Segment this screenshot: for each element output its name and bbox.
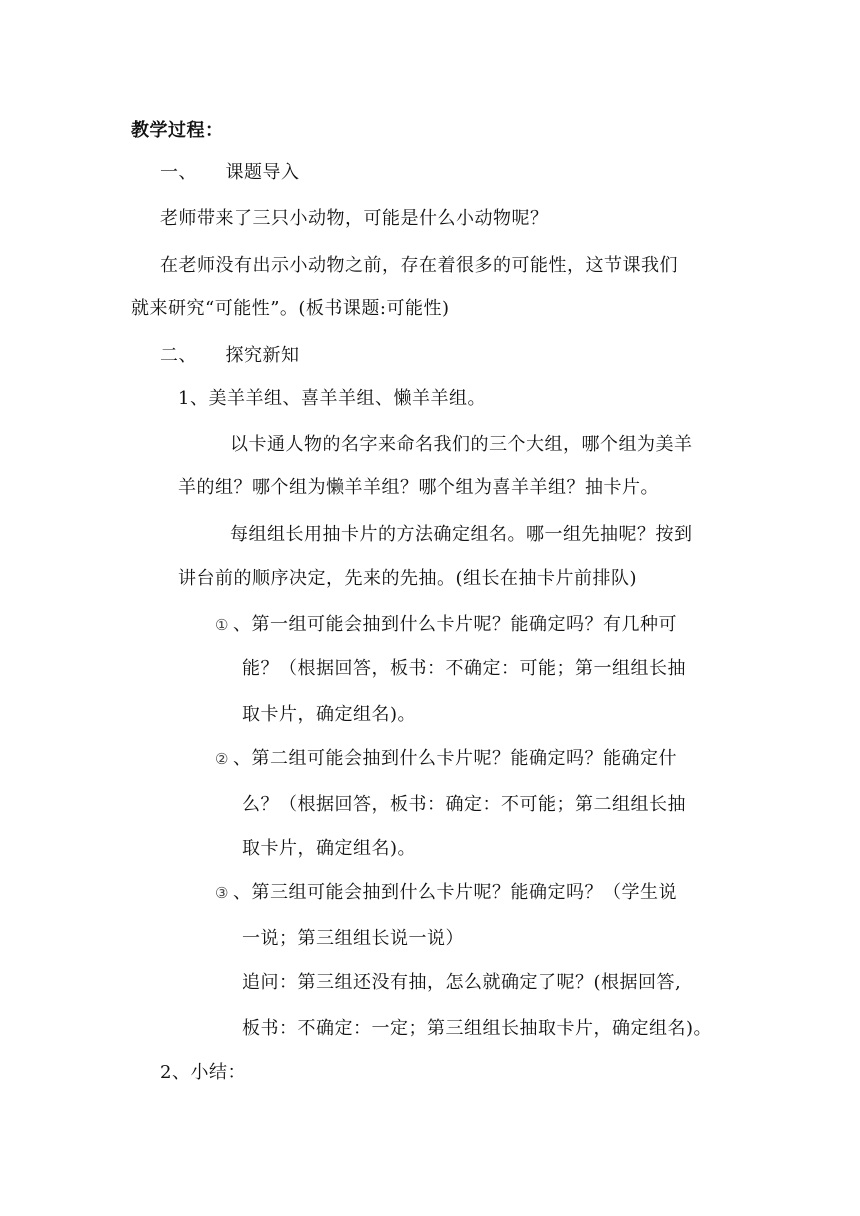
sub-2-line-1-text: 、第二组可能会抽到什么卡片呢？能确定吗？能确定什 [232, 748, 677, 769]
sub-3-line-1-text: 、第三组可能会抽到什么卡片呢？能确定吗？（学生说 [232, 882, 677, 903]
heading: 教学过程： [131, 120, 224, 141]
paragraph-2-line-1: 在老师没有出示小动物之前，存在着很多的可能性，这节课我们 [160, 255, 678, 276]
item-1-para-a-line-1: 以卡通人物的名字来命名我们的三个大组，哪个组为美羊 [230, 434, 693, 455]
section-1-title: 课题导入 [225, 162, 300, 183]
item-1-para-b-line-2: 讲台前的顺序决定，先来的先抽。(组长在抽卡片前排队) [178, 568, 638, 589]
sub-2-marker: ② [215, 750, 229, 768]
sub-3-line-1 [215, 880, 677, 906]
sub-3-line-2: 一说；第三组组长说一说） [242, 928, 464, 949]
paragraph-1: 老师带来了三只小动物，可能是什么小动物呢？ [160, 208, 549, 229]
item-1-title: 1、美羊羊组、喜羊羊组、懒羊羊组。 [178, 388, 486, 409]
sub-1-line-2: 能？（根据回答，板书：不确定：可能；第一组组长抽 [242, 658, 686, 679]
sub-3-line-3: 追问：第三组还没有抽，怎么就确定了呢？(根据回答, [242, 972, 682, 993]
section-2-title: 探究新知 [225, 345, 300, 366]
section-1-number: 一、 [160, 162, 197, 183]
sub-1-line-1 [215, 612, 677, 638]
section-2-number: 二、 [160, 345, 197, 366]
sub-2-line-3: 取卡片，确定组名)。 [242, 838, 417, 859]
sub-3-line-4: 板书：不确定：一定；第三组组长抽取卡片，确定组名)。 [242, 1018, 713, 1039]
sub-1-marker: ① [215, 616, 229, 634]
sub-2-line-1 [215, 746, 677, 772]
item-2-title: 2、小结： [160, 1062, 246, 1083]
sub-1-line-3: 取卡片，确定组名)。 [242, 704, 417, 725]
item-1-para-a-line-2: 羊的组？哪个组为懒羊羊组？哪个组为喜羊羊组？抽卡片。 [178, 477, 659, 498]
section-1-heading [160, 160, 299, 186]
sub-1-line-1-text: 、第一组可能会抽到什么卡片呢？能确定吗？有几种可 [232, 614, 677, 635]
sub-2-line-2: 么？（根据回答，板书：确定：不可能；第二组组长抽 [242, 794, 686, 815]
sub-3-marker: ③ [215, 884, 229, 902]
paragraph-2-line-2: 就来研究“可能性”。(板书课题:可能性) [131, 298, 450, 319]
item-1-para-b-line-1: 每组组长用抽卡片的方法确定组名。哪一组先抽呢？按到 [230, 524, 693, 545]
section-2-heading [160, 343, 299, 369]
